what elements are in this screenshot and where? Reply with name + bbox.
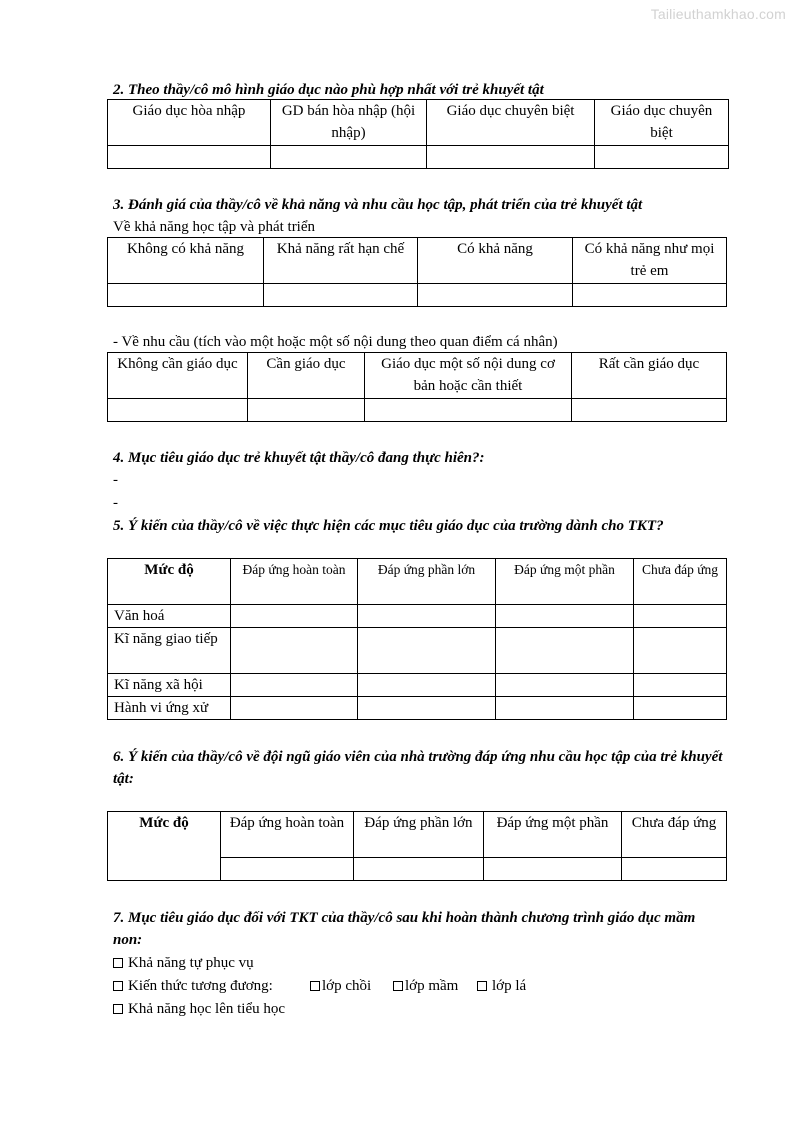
- q7-sub-option-la[interactable]: [477, 975, 526, 997]
- q7-sub-option-choi-label: lớp chồi: [322, 978, 372, 994]
- q6-header-partly: Đáp ứng một phần: [484, 812, 622, 858]
- q4-answer-line-2[interactable]: -: [113, 495, 118, 511]
- q5-row-label-social-skills: Kĩ năng xã hội: [108, 674, 231, 697]
- q5-cell[interactable]: [496, 605, 634, 628]
- q5-cell[interactable]: [231, 697, 358, 720]
- q5-row-label-communication: Kĩ năng giao tiếp: [108, 628, 231, 674]
- q6-cell[interactable]: [354, 858, 484, 881]
- q7-option-knowledge[interactable]: [113, 975, 273, 997]
- checkbox-icon[interactable]: [113, 981, 123, 991]
- q6-cell[interactable]: [484, 858, 622, 881]
- q3-ability-cell-2[interactable]: [264, 284, 418, 307]
- q6-header-mostly: Đáp ứng phần lớn: [354, 812, 484, 858]
- q5-header-mostly: Đáp ứng phần lớn: [358, 559, 496, 605]
- q7-sub-option-choi[interactable]: [310, 975, 371, 997]
- q7-sub-option-la-label: lớp lá: [492, 978, 527, 994]
- q5-row-label-behavior: Hành vi ứng xử: [108, 697, 231, 720]
- q5-cell[interactable]: [231, 605, 358, 628]
- q5-cell[interactable]: [634, 697, 727, 720]
- q3-needs-cell-3[interactable]: [365, 399, 572, 422]
- q7-sub-option-mam[interactable]: [393, 975, 458, 997]
- q5-cell[interactable]: [358, 674, 496, 697]
- checkbox-icon[interactable]: [113, 1004, 123, 1014]
- watermark: Tailieuthamkhao.com: [650, 6, 786, 22]
- q3-ability-header-4: Có khả năng như mọi trẻ em: [573, 238, 727, 284]
- q3-ability-table: [107, 237, 727, 307]
- q6-header-level: Mức độ: [108, 812, 221, 881]
- checkbox-icon[interactable]: [477, 981, 487, 991]
- q6-cell[interactable]: [221, 858, 354, 881]
- q5-cell[interactable]: [496, 697, 634, 720]
- q3-ability-header-3: Có khả năng: [418, 238, 573, 284]
- q3-needs-cell-2[interactable]: [248, 399, 365, 422]
- q5-header-not-yet: Chưa đáp ứng: [634, 559, 727, 605]
- q2-header-2: GD bán hòa nhập (hội nhập): [271, 100, 427, 146]
- q6-header-full: Đáp ứng hoàn toàn: [221, 812, 354, 858]
- q5-cell[interactable]: [634, 674, 727, 697]
- q5-cell[interactable]: [496, 628, 634, 674]
- q3-needs-cell-1[interactable]: [108, 399, 248, 422]
- q5-cell[interactable]: [358, 628, 496, 674]
- q5-cell[interactable]: [634, 605, 727, 628]
- q5-row-label-culture: Văn hoá: [108, 605, 231, 628]
- q3-ability-cell-4[interactable]: [573, 284, 727, 307]
- q3-needs-header-4: Rất cần giáo dục: [572, 353, 727, 399]
- q3-needs-header-1: Không cần giáo dục: [108, 353, 248, 399]
- q2-title: 2. Theo thầy/cô mô hình giáo dục nào phù hợp nhất với trẻ khuyết tật: [113, 82, 544, 98]
- q5-cell[interactable]: [358, 605, 496, 628]
- q3-needs-cell-4[interactable]: [572, 399, 727, 422]
- q2-answer-cell-1[interactable]: [108, 146, 271, 169]
- q3-title: 3. Đánh giá của thầy/cô về khả năng và nhu cầu học tập, phát triển của trẻ khuyết tật: [113, 197, 643, 213]
- q3-needs-table: [107, 352, 727, 422]
- q7-option-primary-label: Khả năng học lên tiểu học: [128, 1001, 286, 1017]
- q6-title: 6. Ý kiến của thầy/cô về đội ngũ giáo viên của nhà trường đáp ứng nhu cầu học tập của trẻ khuyết tật:: [113, 749, 723, 787]
- q3-ability-header-1: Không có khả năng: [108, 238, 264, 284]
- q2-header-1: Giáo dục hòa nhập: [108, 100, 271, 146]
- q3-ability-cell-3[interactable]: [418, 284, 573, 307]
- q6-table: [107, 811, 727, 881]
- q5-cell[interactable]: [358, 697, 496, 720]
- q2-answer-cell-3[interactable]: [427, 146, 595, 169]
- q7-title: 7. Mục tiêu giáo dục đối với TKT của thầy/cô sau khi hoàn thành chương trình giáo dục mầm non:: [113, 910, 696, 948]
- q4-title: 4. Mục tiêu giáo dục trẻ khuyết tật thầy/cô đang thực hiên?:: [113, 450, 485, 466]
- q5-header-partly: Đáp ứng một phần: [496, 559, 634, 605]
- q5-header-level: Mức độ: [108, 559, 231, 605]
- q3-subtitle-needs: - Về nhu cầu (tích vào một hoặc một số nội dung theo quan điểm cá nhân): [113, 334, 558, 350]
- q5-title: 5. Ý kiến của thầy/cô về việc thực hiện các mục tiêu giáo dục của trường dành cho TKT?: [113, 518, 664, 534]
- q5-cell[interactable]: [231, 628, 358, 674]
- q4-answer-line-1[interactable]: -: [113, 472, 118, 488]
- q2-header-4: Giáo dục chuyên biệt: [595, 100, 729, 146]
- q7-option-self-care-label: Khả năng tự phục vụ: [128, 955, 254, 971]
- q5-cell[interactable]: [231, 674, 358, 697]
- q2-answer-cell-4[interactable]: [595, 146, 729, 169]
- q3-needs-header-3: Giáo dục một số nội dung cơ bản hoặc cần thiết: [365, 353, 572, 399]
- q2-table: [107, 99, 729, 169]
- q7-option-knowledge-label: Kiến thức tương đương:: [128, 978, 273, 994]
- q7-option-primary[interactable]: [113, 998, 285, 1020]
- q5-table: [107, 558, 727, 720]
- q2-header-3: Giáo dục chuyên biệt: [427, 100, 595, 146]
- q5-cell[interactable]: [634, 628, 727, 674]
- q3-ability-header-2: Khả năng rất hạn chế: [264, 238, 418, 284]
- checkbox-icon[interactable]: [310, 981, 320, 991]
- q5-header-full: Đáp ứng hoàn toàn: [231, 559, 358, 605]
- q7-sub-option-mam-label: lớp mầm: [405, 978, 459, 994]
- q3-ability-cell-1[interactable]: [108, 284, 264, 307]
- q2-answer-cell-2[interactable]: [271, 146, 427, 169]
- q6-cell[interactable]: [622, 858, 727, 881]
- q6-header-not-yet: Chưa đáp ứng: [622, 812, 727, 858]
- checkbox-icon[interactable]: [393, 981, 403, 991]
- q7-option-self-care[interactable]: [113, 952, 254, 974]
- checkbox-icon[interactable]: [113, 958, 123, 968]
- q5-cell[interactable]: [496, 674, 634, 697]
- q3-subtitle-ability: Về khả năng học tập và phát triển: [113, 219, 316, 235]
- q3-needs-header-2: Cần giáo dục: [248, 353, 365, 399]
